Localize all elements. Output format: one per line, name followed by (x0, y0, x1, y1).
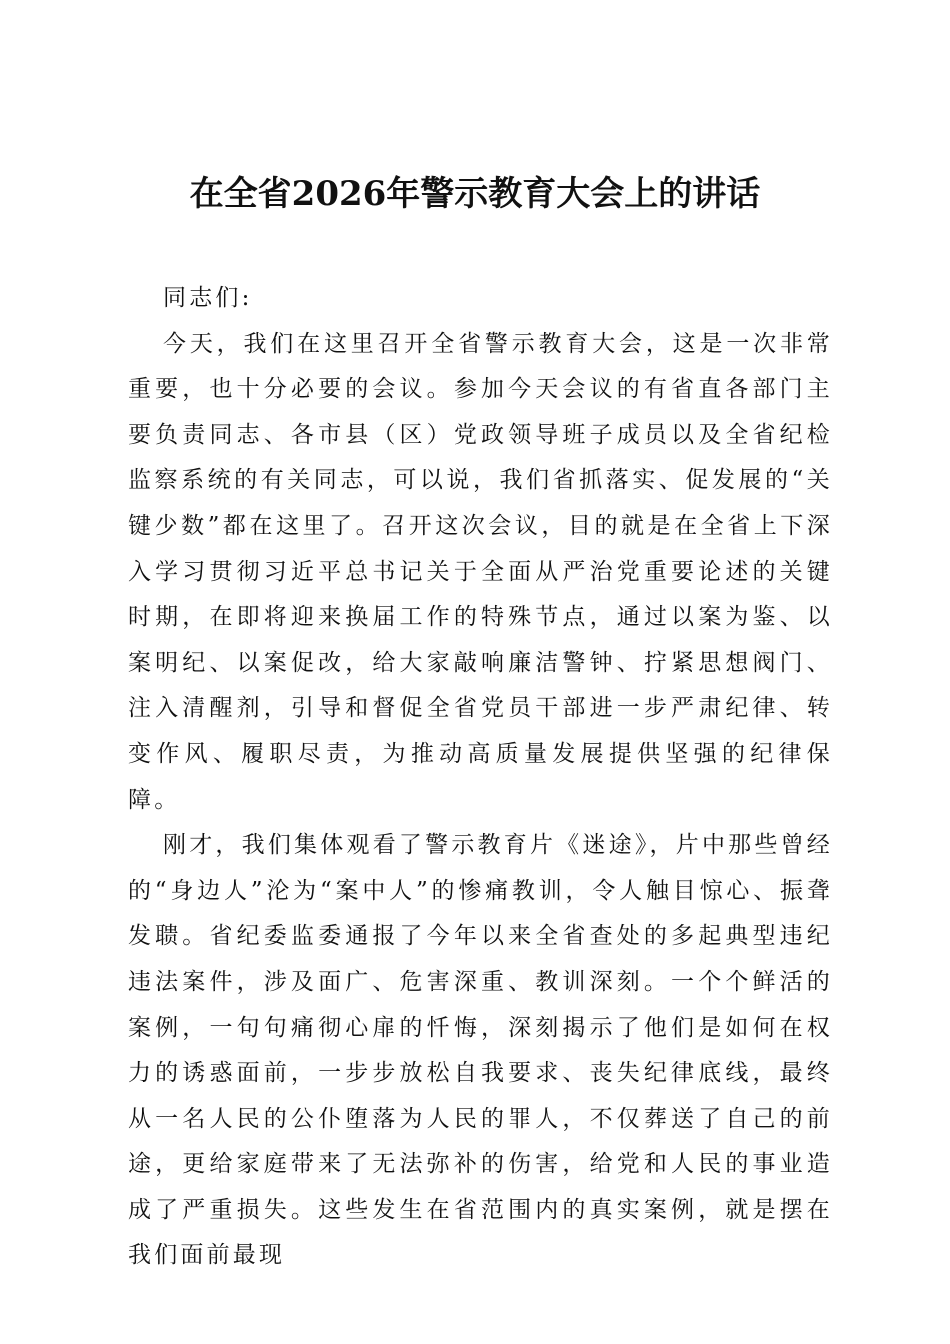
paragraph: 今天，我们在这里召开全省警示教育大会，这是一次非常重要，也十分必要的会议。参加今天会议的有省直各部门主要负责同志、各市县（区）党政领导班子成员以及全省纪检监察系统的有关同志，可以说，我们省抓落实、促发展的“关键少数”都在这里了。召开这次会议，目的就是在全省上下深入学习贯彻习近平总书记关于全面从严治党重要论述的关键时期，在即将迎来换届工作的特殊节点，通过以案为鉴、以案明纪、以案促改，给大家敲响廉洁警钟、拧紧思想阀门、注入清醒剂，引导和督促全省党员干部进一步严肃纪律、转变作风、履职尽责，为推动高质量发展提供坚强的纪律保障。 (128, 330, 833, 813)
document-title: 在全省2026年警示教育大会上的讲话 (189, 174, 761, 214)
salutation: 同志们: (163, 285, 253, 311)
document-body (128, 276, 833, 1279)
paragraph: 刚才，我们集体观看了警示教育片《迷途》，片中那些曾经的“身边人”沦为“案中人”的惨痛教训，令人触目惊心、振聋发聩。省纪委监委通报了今年以来全省查处的多起典型违纪违法案件，涉及面广、危害深重、教训深刻。一个个鲜活的案例，一句句痛彻心扉的忏悔，深刻揭示了他们是如何在权力的诱惑面前，一步步放松自我要求、丧失纪律底线，最终从一名人民的公仆堕落为人民的罪人，不仅葬送了自己的前途，更给家庭带来了无法弥补的伤害，给党和人民的事业造成了严重损失。这些发生在省范围内的真实案例，就是摆在我们面前最现 (128, 832, 833, 1269)
